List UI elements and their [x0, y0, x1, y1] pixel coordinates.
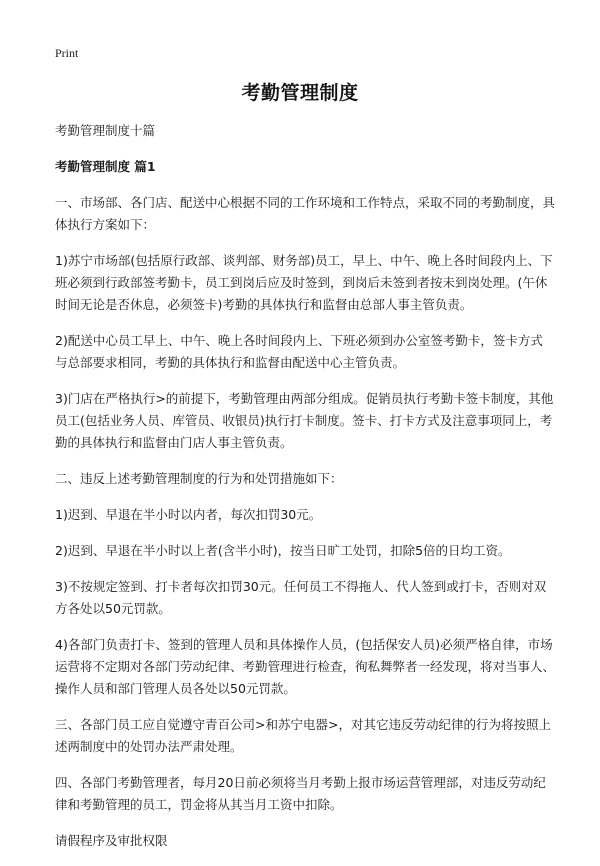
paragraph-section-4: 四、各部门考勤管理者，每月20日前必须将当月考勤上报市场运营管理部，对违反劳动纪律和考勤管理的员工，罚金将从其当月工资中扣除。 — [55, 775, 546, 812]
paragraph-penalty-1: 1)迟到、早退在半小时以内者，每次扣罚30元。 — [55, 507, 322, 522]
paragraph-rule-1: 1)苏宁市场部(包括原行政部、谈判部、财务部)员工，早上、中午、晚上各时间段内上、下班必须到行政部签考勤卡，员工到岗后应及时签到，到岗后未签到者按未到岗处理。(午休时间无论是否休息，必须签卡)考勤的具体执行和监督由总部人事主管负责。 — [55, 253, 553, 312]
page-title: 考勤管理制度 — [241, 82, 359, 104]
document-body — [55, 120, 555, 866]
paragraph-violations-heading: 二、违反上述考勤管理制度的行为和处罚措施如下： — [55, 471, 343, 486]
document-subtitle: 考勤管理制度十篇 — [55, 123, 156, 138]
paragraph-rule-2: 2)配送中心员工早上、中午、晚上各时间段内上、下班必须到办公室签考勤卡，签卡方式与总部要求相同，考勤的具体执行和监督由配送中心主管负责。 — [55, 333, 543, 370]
paragraph-penalty-2: 2)迟到、早退在半小时以上者(含半小时)，按当日旷工处罚，扣除5倍的日均工资。 — [55, 543, 511, 558]
print-link[interactable]: Print — [55, 46, 79, 60]
section-heading: 考勤管理制度 篇1 — [55, 159, 156, 174]
paragraph-intro: 一、市场部、各门店、配送中心根据不同的工作环境和工作特点，采取不同的考勤制度，具体执行方案如下： — [55, 195, 556, 232]
paragraph-leave-heading: 请假程序及审批权限 — [55, 833, 168, 848]
paragraph-penalty-3: 3)不按规定签到、打卡者每次扣罚30元。任何员工不得拖人、代人签到或打卡，否则对双方各处以50元罚款。 — [55, 579, 547, 616]
paragraph-penalty-4: 4)各部门负责打卡、签到的管理人员和具体操作人员，(包括保安人员)必须严格自律，市场运营将不定期对各部门劳动纪律、考勤管理进行检查，徇私舞弊者一经发现，将对当事人、操作人员和部门管理人员各处以50元罚款。 — [55, 637, 556, 696]
paragraph-section-3: 三、各部门员工应自觉遵守青百公司>和苏宁电器>，对其它违反劳动纪律的行为将按照上述两制度中的处罚办法严肃处理。 — [55, 717, 551, 754]
paragraph-rule-3: 3)门店在严格执行>的前提下，考勤管理由两部分组成。促销员执行考勤卡签卡制度，其他员工(包括业务人员、库管员、收银员)执行打卡制度。签卡、打卡方式及注意事项同上，考勤的具体执行和监督由门店人事主管负责。 — [55, 391, 554, 450]
